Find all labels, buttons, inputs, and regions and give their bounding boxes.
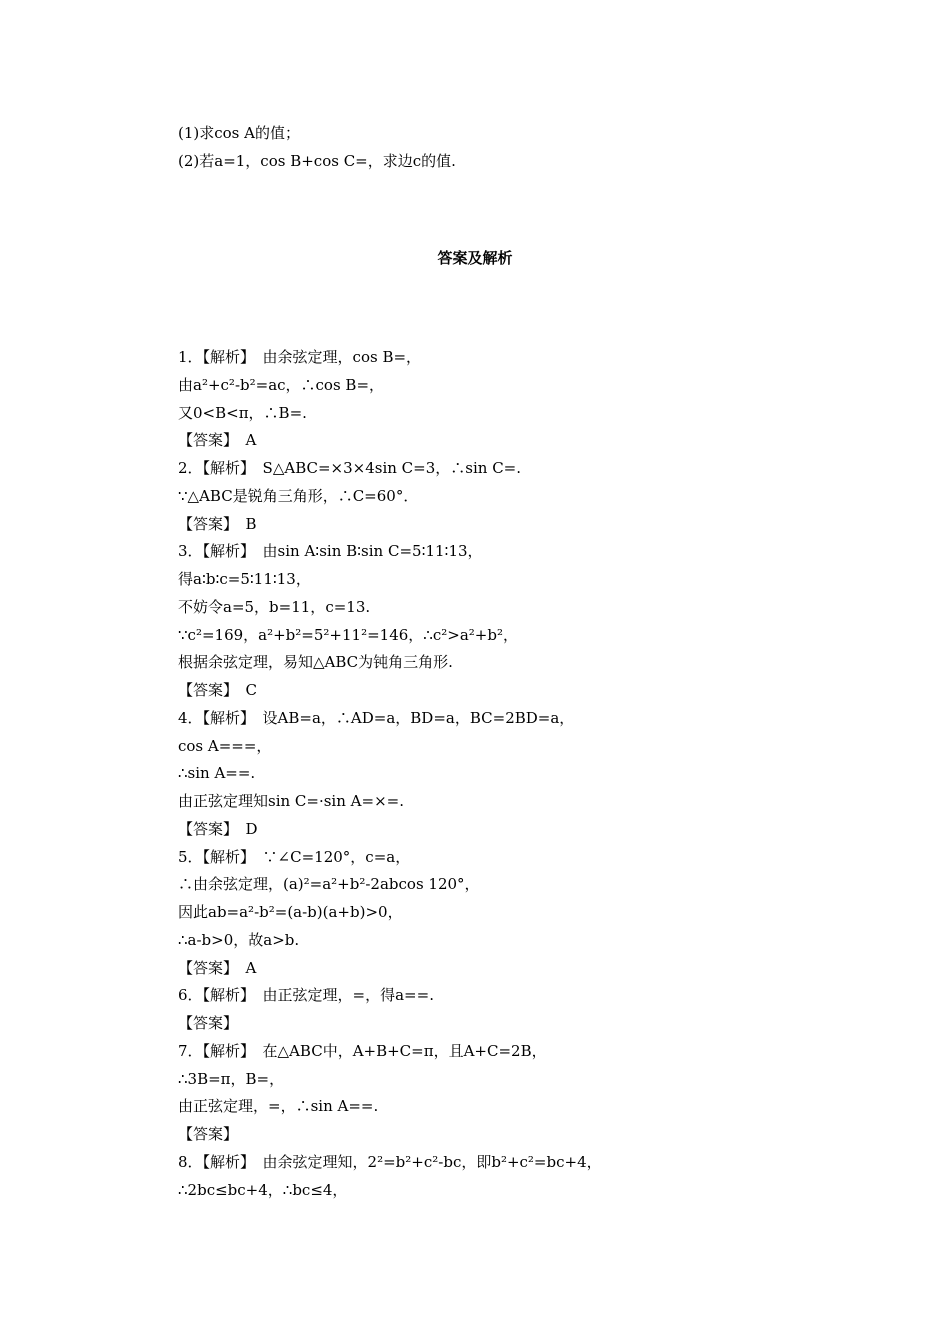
answer-line: ∵c²=169，a²+b²=5²+11²=146，∴c²>a²+b²， xyxy=(178,626,518,644)
answer-line: 【答案】 D xyxy=(178,820,258,838)
answer-line: 【答案】 A xyxy=(178,431,257,449)
answer-line: 1．【解析】 由余弦定理，cos B=， xyxy=(178,348,422,366)
answer-line: 因此ab=a²-b²=(a-b)(a+b)>0， xyxy=(178,903,403,921)
answer-line: 6．【解析】 由正弦定理，=，得a==. xyxy=(178,986,434,1004)
answer-line: ∴3B=π，B=， xyxy=(178,1070,285,1088)
answer-line: 由正弦定理，=，∴sin A==. xyxy=(178,1097,379,1115)
answer-line: ∵△ABC是锐角三角形，∴C=60°． xyxy=(178,487,419,505)
answer-line: 4．【解析】 设AB=a，∴AD=a，BD=a，BC=2BD=a， xyxy=(178,709,575,727)
answer-line: cos A===， xyxy=(178,737,272,755)
answer-line: ∴由余弦定理，(a)²=a²+b²-2abcos 120°， xyxy=(178,875,480,893)
answer-line: 5．【解析】 ∵∠C=120°，c=a， xyxy=(178,848,411,866)
answer-line: 又0<B<π，∴B=. xyxy=(178,404,307,422)
answer-line: 2．【解析】 S△ABC=×3×4sin C=3，∴sin C=. xyxy=(178,459,522,477)
answer-line: ∴a-b>0，故a>b. xyxy=(178,931,300,949)
answers-title: 答案及解析 xyxy=(437,249,513,267)
answer-line: ∴2bc≤bc+4，∴bc≤4， xyxy=(178,1181,348,1199)
problem-part-2: (2)若a=1，cos B+cos C=，求边c的值. xyxy=(178,152,456,170)
answer-line: 由a²+c²-b²=ac，∴cos B=， xyxy=(178,376,385,394)
answer-line: 根据余弦定理，易知△ABC为钝角三角形. xyxy=(178,653,453,671)
problem-part-1: (1)求cos A的值； xyxy=(178,124,300,142)
answer-line: 不妨令a=5，b=11，c=13. xyxy=(178,598,371,616)
answer-line: 由正弦定理知sin C=·sin A=×=. xyxy=(178,792,404,810)
answer-line: 【答案】 xyxy=(178,1125,239,1143)
answer-line: 7．【解析】 在△ABC中，A+B+C=π，且A+C=2B， xyxy=(178,1042,547,1060)
answer-line: 【答案】 xyxy=(178,1014,239,1032)
answer-line: 3．【解析】 由sin A∶sin B∶sin C=5∶11∶13， xyxy=(178,542,483,560)
answer-line: ∴sin A==. xyxy=(178,764,256,782)
answer-line: 8．【解析】 由余弦定理知，2²=b²+c²-bc，即b²+c²=bc+4， xyxy=(178,1153,602,1171)
answer-line: 【答案】 C xyxy=(178,681,257,699)
answer-line: 得a∶b∶c=5∶11∶13， xyxy=(178,570,311,588)
answer-line: 【答案】 A xyxy=(178,959,257,977)
answer-line: 【答案】 B xyxy=(178,515,257,533)
